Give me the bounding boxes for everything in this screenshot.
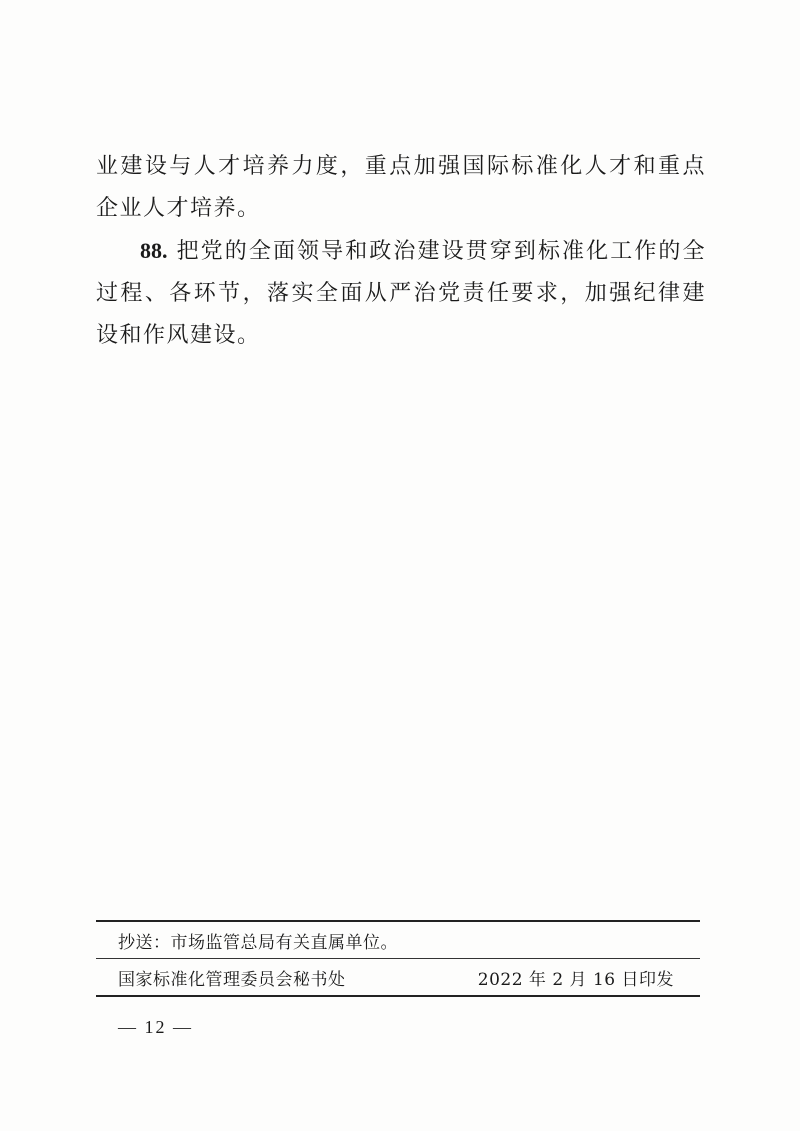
footer-bottom-rule bbox=[96, 995, 700, 997]
body-text bbox=[96, 146, 706, 357]
cc-text: 抄送：市场监管总局有关直属单位。 bbox=[118, 932, 398, 953]
paragraph-text: 把党的全面领导和政治建设贯穿到标准化工作的全过程、各环节，落实全面从严治党责任要求，加强纪律建设和作风建设。 bbox=[96, 239, 706, 348]
paragraph-88 bbox=[96, 230, 706, 357]
issue-line bbox=[96, 959, 700, 995]
document-footer bbox=[96, 920, 700, 997]
page-number: — 12 — bbox=[118, 1017, 193, 1037]
paragraph-text: 业建设与人才培养力度，重点加强国际标准化人才和重点企业人才培养。 bbox=[96, 154, 706, 221]
issuer-name: 国家标准化管理委员会秘书处 bbox=[118, 969, 346, 990]
issue-date: 2022 年 2 月 16 日印发 bbox=[477, 969, 674, 990]
paragraph-continuation bbox=[96, 146, 706, 230]
cc-line bbox=[96, 922, 700, 958]
paragraph-number: 88. bbox=[140, 238, 168, 263]
